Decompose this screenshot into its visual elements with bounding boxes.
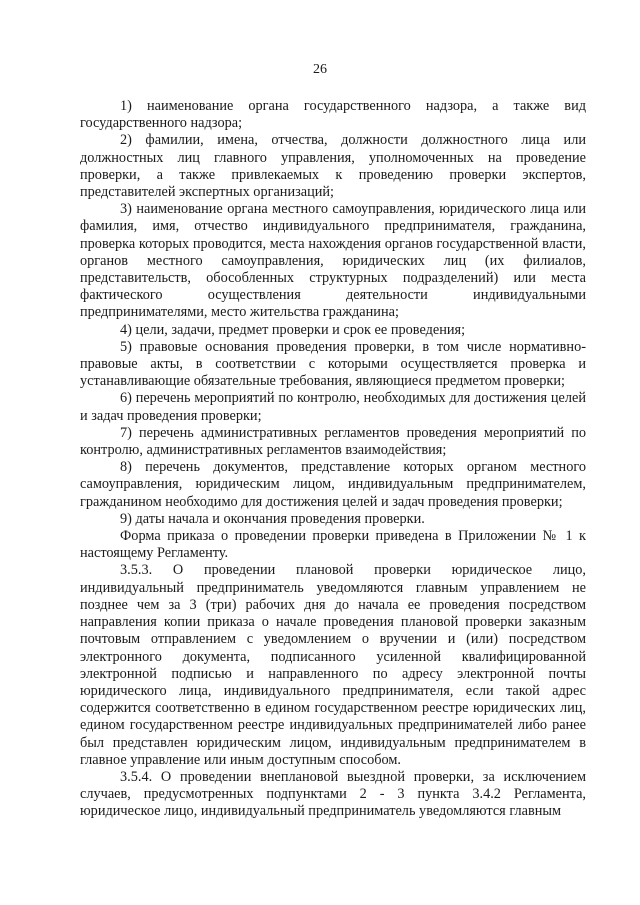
page-number: 26 [313,62,327,77]
paragraph: 1) наименование органа государственного надзора, а также вид государственного надзора; [80,98,586,132]
paragraph: 3.5.3. О проведении плановой проверки юридическое лицо, индивидуальный предприниматель уведомляются главным управлением не позднее чем за 3 (три) рабочих дня до начала ее проведения посредством направления копии приказа о начале проведения плановой проверки заказным почтовым отправлением с уведомлением о вручении и (или) посредством электронного документа, подписанного усиленной квалифицированной электронной подписью и направленного по адресу электронной почты юридического лица, индивидуального предпринимателя, если такой адрес содержится соответственно в едином государственном реестре юридических лиц, едином государственном реестре индивидуальных предпринимателей либо ранее был представлен юридическим лицом, индивидуальным предпринимателем в главное управление или иным доступным способом. [80,562,586,768]
paragraph: Форма приказа о проведении проверки приведена в Приложении № 1 к настоящему Регламенту. [80,528,586,562]
paragraph: 9) даты начала и окончания проведения проверки. [120,510,425,527]
paragraph: 4) цели, задачи, предмет проверки и срок ее проведения; [120,321,466,338]
paragraph: 7) перечень административных регламентов проведения мероприятий по контролю, административных регламентов взаимодействия; [80,424,586,459]
paragraph: 8) перечень документов, представление которых органом местного самоуправления, юридическим лицом, индивидуальным предпринимателем, гражданином необходимо для достижения целей и задач проведения проверки; [80,459,586,510]
paragraph: 5) правовые основания проведения проверки, в том числе нормативно-правовые акты, в соответствии с которыми осуществляется проверка и устанавливающие обязательные требования, являющиеся предметом проверки; [80,338,586,390]
paragraph: 6) перечень мероприятий по контролю, необходимых для достижения целей и задач проведения проверки; [80,390,586,424]
paragraph: 2) фамилии, имена, отчества, должности должностного лица или должностных лиц главного управления, уполномоченных на проведение проверки, а также привлекаемых к проведению проверки экспертов, представителей экспертных организаций; [80,132,586,201]
document-body [80,98,586,821]
paragraph: 3) наименование органа местного самоуправления, юридического лица или фамилия, имя, отчество индивидуального предпринимателя, гражданина, проверка которых проводится, места нахождения органов государственной власти, органов местного самоуправления, юридических лиц (их филиалов, представительств, обособленных структурных подразделений) или места фактического осуществления деятельности индивидуальными предпринимателями, место жительства гражданина; [80,201,586,321]
paragraph: 3.5.4. О проведении внеплановой выездной проверки, за исключением случаев, предусмотренных подпунктами 2 - 3 пункта 3.4.2 Регламента, юридическое лицо, индивидуальный предприниматель уведомляются главным [80,768,586,820]
